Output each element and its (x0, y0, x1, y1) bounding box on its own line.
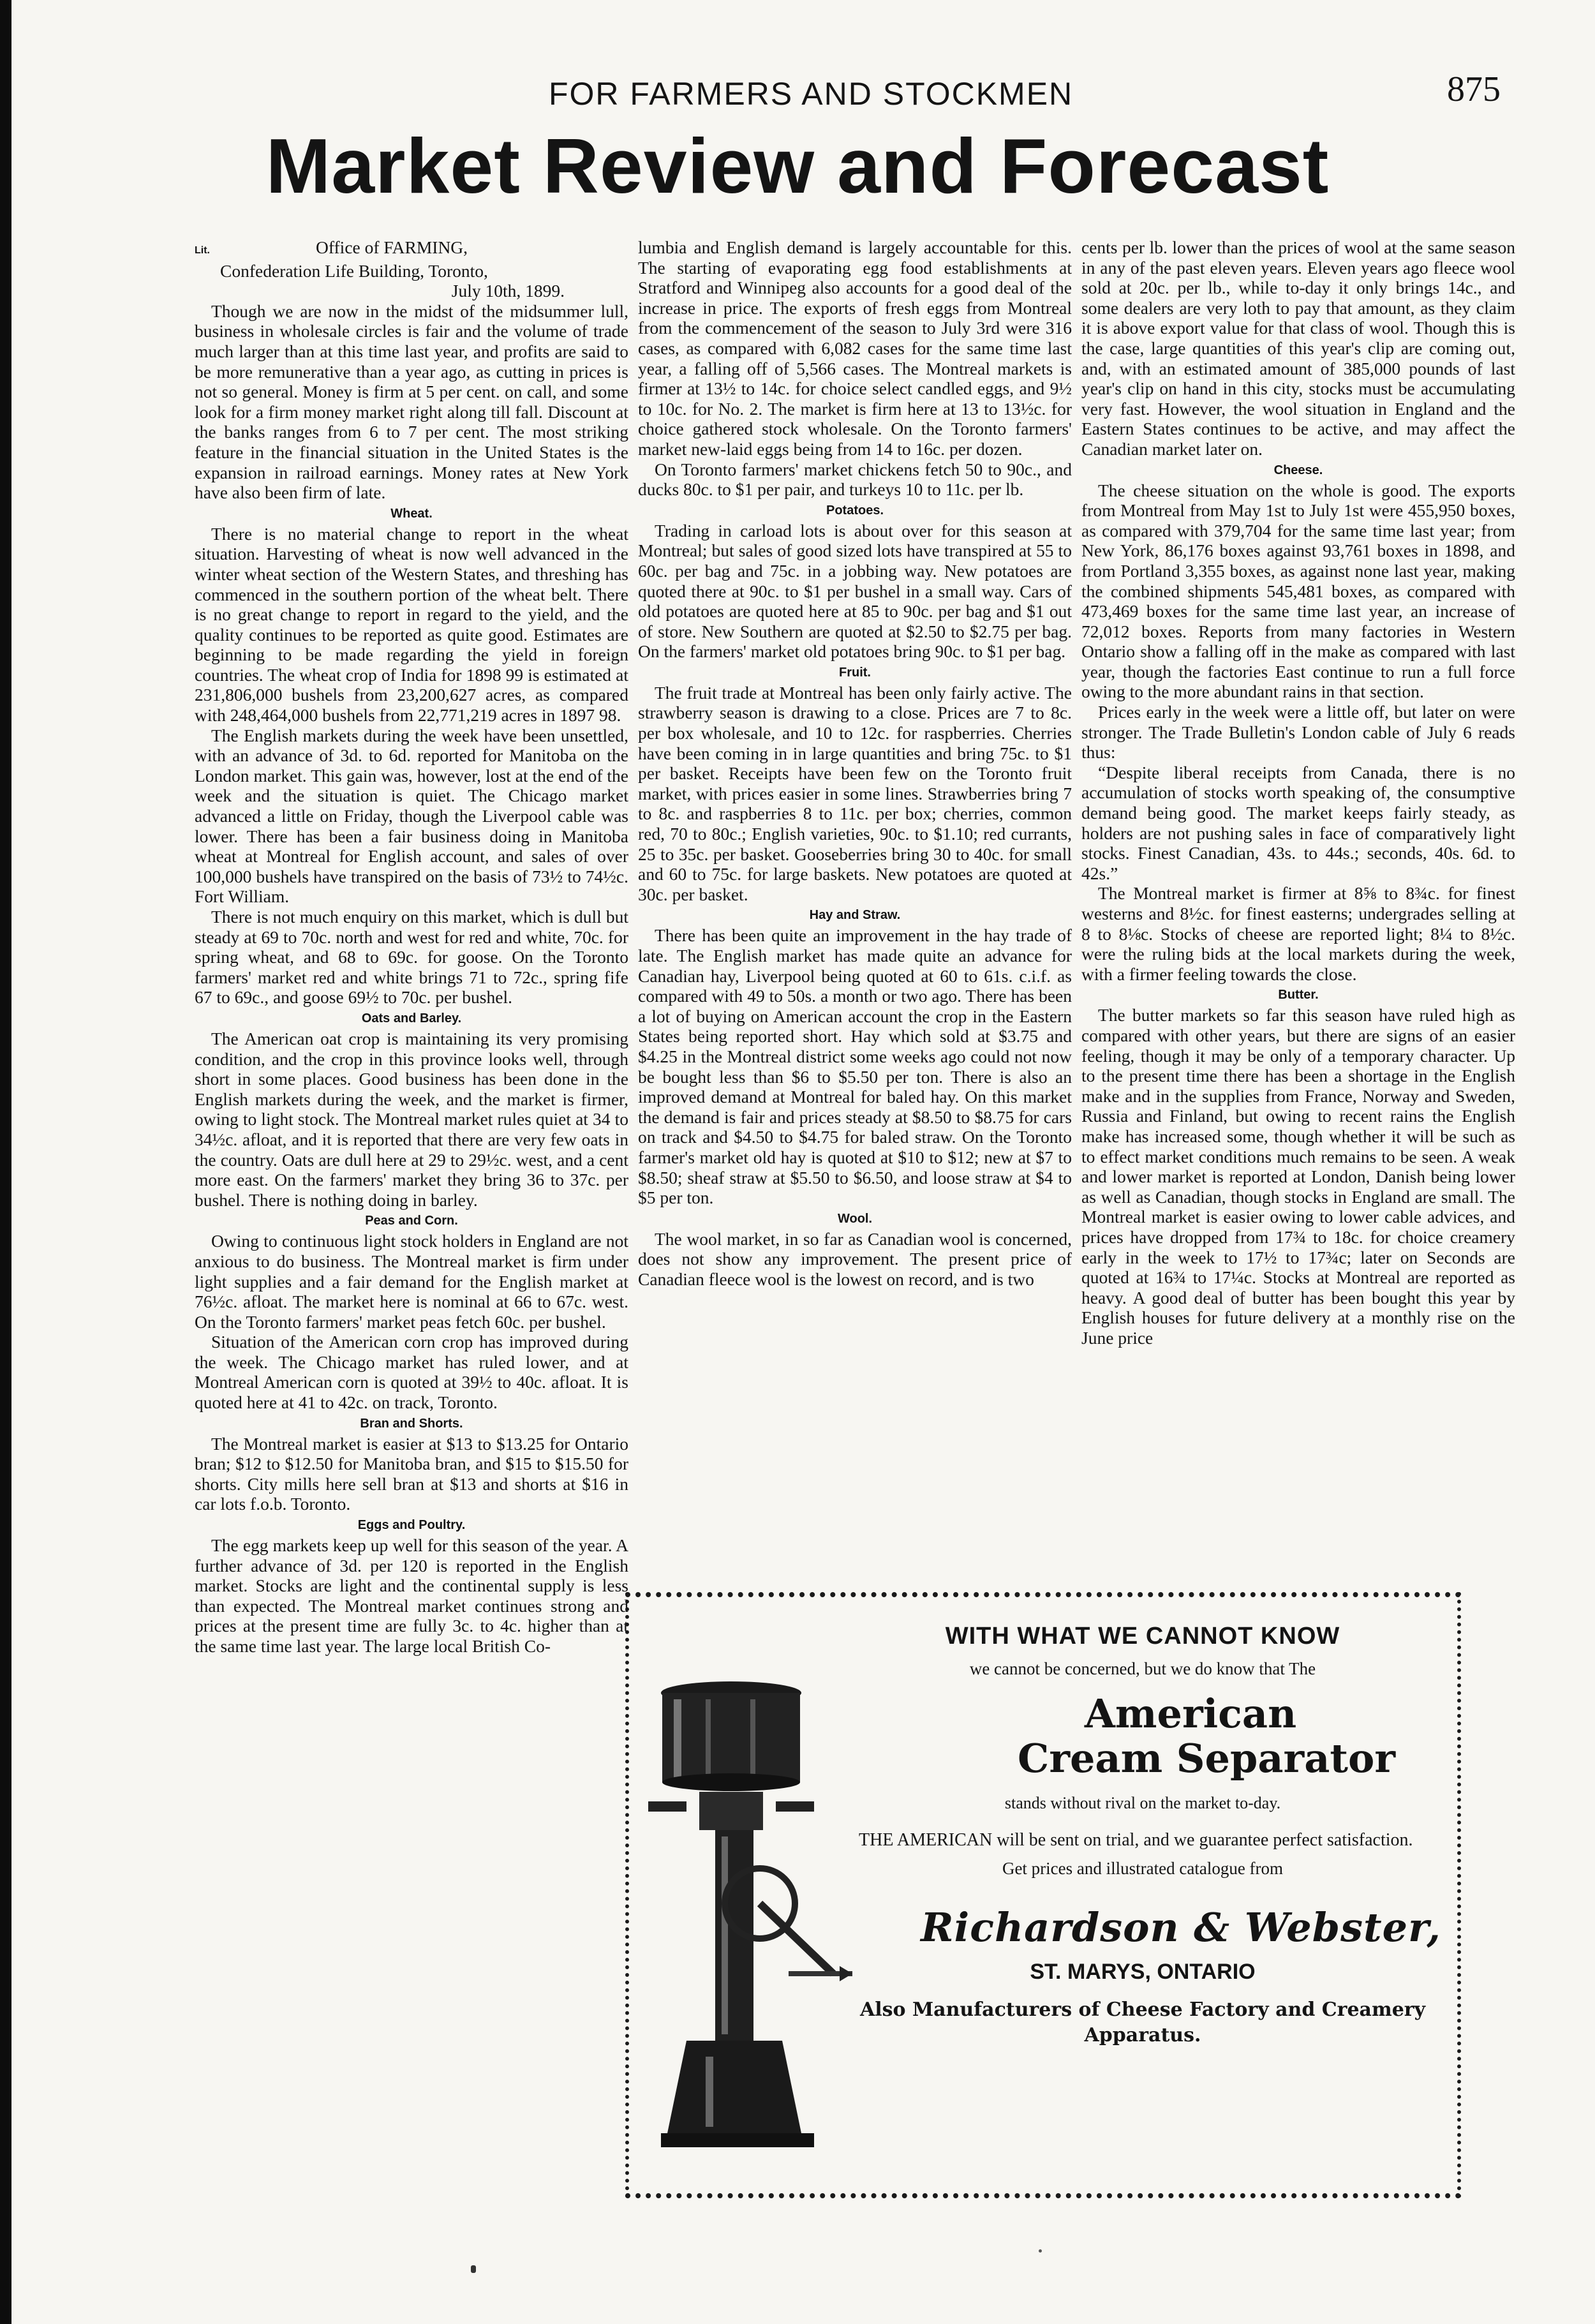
ad-firm-name: Richardson & Webster, (921, 1904, 1441, 1951)
paragraph: Though we are now in the midst of the midsummer lull, business in wholesale circles is fair and the volume of trade much larger than at this time last year, and profits are said to be more remunerative than a year ago, as cutting in prices is not so general. Money is firm at 5 per cent. on call, and some look for a firm money market right along till fall. Discount at the banks ranges from 6 to 7 per cent. The most striking feature in the financial situation in the United States is the expansion in railroad earnings. Money rates at New York have also been firm of late. (195, 301, 628, 503)
paragraph: The cheese situation on the whole is good. The exports from Montreal from May 1st to July 1st were 455,950 boxes, as compared with 379,704 for the same time last year; from New York, 86,176 boxes against 93,761 boxes in 1898, and from Portland 3,355 boxes, as against none last year, making the combined shipments 545,481 boxes, as compared with 473,469 boxes for the same time last year, an increase of 72,012 boxes. Reports from many factories in Western Ontario show a falling off in the make as compared with last year, though the factories East continue to run a full force owing to the more abundant rains in that section. (1081, 480, 1515, 702)
library-stamp: Lit. (195, 245, 210, 256)
section-heading-hay: Hay and Straw. (809, 908, 901, 923)
ad-also-line: Also Manufacturers of Cheese Factory and Creamery Apparatus. (859, 1999, 1426, 2046)
advertisement-box (625, 1592, 1461, 2198)
paragraph: The fruit trade at Montreal has been only fairly active. The strawberry season is drawing to a close. Prices are 7 to 8c. per box wholesale, and 10 to 12c. for raspberries. Cherries have been coming in in large quantities and bring 75c. to $1 per basket. Receipts have been few on the Toronto fruit market, with prices easier in some lines. Strawberries bring 7 to 8c. and raspberries 8 to 11c. per box; cherries, common red, 70 to 80c.; English varieties, 90c. to $1.10; red currants, 25 to 35c. per basket. Gooseberries bring 30 to 40c. for small and 60 to 75c. for large baskets. New potatoes are quoted at 30c. per basket. (638, 682, 1072, 904)
section-heading-butter: Butter. (1278, 988, 1319, 1002)
paragraph: The egg markets keep up well for this season of the year. A further advance of 3d. per 120 is reported in the English market. Stocks are light and the continental supply is less than expected. The Montreal market continues strong and prices at the present time are fully 3c. to 4c. higher than at the same time last year. The large local British Co- (195, 1535, 628, 1656)
ad-claim: stands without rival on the market to-day. (1004, 1794, 1281, 1812)
column-3 (1081, 237, 1515, 1348)
advertisement-text (820, 1597, 1465, 2048)
paragraph: The butter markets so far this season have ruled high as compared with other years, but there are signs of an easier feeling, though it may be only of a temporary character. Up to the present time there has been a shortage in the English make and in the supplies from France, Norway and Sweden, Russia and Finland, but owing to recent rains the English make has increased some, though whether it will be such as to effect market conditions much remains to be seen. A weak and lower market is reported at London, Danish being lower as well as Canadian, though stocks in England are small. The Montreal market is easier owing to lower cable advices, and prices have dropped from 17¾ to 18c. for choice creamery early in the week to 17½ to 17¾c; later on Seconds are quoted at 16¾ to 17¼c. Stocks at Montreal are reported as heavy. A good deal of butter has been bought this year by English houses for future delivery at a monthly rise on the June price (1081, 1005, 1515, 1348)
ad-headline: WITH WHAT WE CANNOT KNOW (945, 1623, 1340, 1650)
section-heading-fruit: Fruit. (839, 665, 871, 680)
section-heading-wool: Wool. (837, 1211, 873, 1226)
column-1 (195, 237, 628, 1657)
paragraph: Trading in carload lots is about over for this season at Montreal; but sales of good sized lots have transpired at 55 to 60c. per bag and 75c. in a jobbing way. New potatoes are quoted there at 90c. to $1 per bushel in a small way. Cars of old potatoes are quoted here at 85 to 90c. per bag and $1 out of store. New Southern are quoted at $2.50 to $2.75 per bag. On the farmers' market old potatoes bring 90c. to $1 per bag. (638, 520, 1072, 662)
print-speck (471, 2265, 476, 2273)
paragraph: Situation of the American corn crop has improved during the week. The Chicago market has ruled lower, and at Montreal American corn is quoted at 39½ to 40c. afloat. It is quoted here at 41 to 42c. on track, Toronto. (195, 1332, 628, 1413)
ad-trial-offer: THE AMERICAN will be sent on trial, and we guarantee perfect satisfaction. (859, 1830, 1413, 1850)
section-heading-potatoes: Potatoes. (826, 503, 884, 518)
section-heading-bran: Bran and Shorts. (360, 1416, 463, 1431)
quotation: “Despite liberal receipts from Canada, there is no accumulation of stocks worth speaking of, the consumptive demand being good. The market keeps fairly steady, as holders are not pushing sales in face of comparatively light stocks. Finest Canadian, 43s. to 44s.; seconds, 40s. 6d. to 42s.” (1081, 762, 1515, 883)
ad-brand-line-2: Cream Separator (1017, 1735, 1396, 1782)
column-2 (638, 237, 1072, 1290)
section-heading-wheat: Wheat. (390, 506, 433, 521)
paragraph: There is not much enquiry on this market, which is dull but steady at 69 to 70c. north and west for red and white, 70c. for spring wheat, and 68 to 69c. for goose. On the Toronto farmers' market red and white brings 71 to 72c., spring fife 67 to 69c., and goose 69½ to 70c. per bushel. (195, 907, 628, 1008)
paragraph: The wool market, in so far as Canadian wool is concerned, does not show any improvement. The present price of Canadian fleece wool is the lowest on record, and is two (638, 1228, 1072, 1289)
ad-catalogue-line: Get prices and illustrated catalogue from (1002, 1859, 1284, 1878)
paragraph: There is no material change to report in the wheat situation. Harvesting of wheat is now well advanced in the winter wheat section of the Western States, and threshing has commenced in the southern portion of the wheat belt. There is no great change to report in regard to the yield, and the quality continues to be reported as quite good. Estimates are beginning to be made regarding the yield in foreign countries. The wheat crop of India for 1898 99 is estimated at 231,806,000 bushels from 23,200,627 acres, as compared with 248,464,000 bushels from 22,771,219 acres in 1897 98. (195, 523, 628, 726)
section-heading-eggs: Eggs and Poultry. (357, 1518, 466, 1533)
ad-location: ST. MARYS, ONTARIO (1030, 1960, 1256, 1984)
section-heading-oats: Oats and Barley. (361, 1011, 462, 1025)
section-heading-cheese: Cheese. (1273, 463, 1323, 477)
office-date: July 10th, 1899. (451, 281, 565, 301)
paragraph: The American oat crop is maintaining its very promising condition, and the crop in this province looks well, through short in some places. Good business has been done in the English markets during the week, and the market is firmer, owing to light stock. The Montreal market rules quiet at 34 to 34½c. afloat, and it is reported that there are very few oats in the country. Oats are dull here at 29 to 29½c. west, and a cent more east. On the farmers' market they bring 36 to 37c. per bushel. There is nothing doing in barley. (195, 1028, 628, 1210)
paragraph: The Montreal market is easier at $13 to $13.25 for Ontario bran; $12 to $12.50 for Manitoba bran, and $15 to $15.50 for shorts. City mills here sell bran at $13 and shorts at $16 in car lots f.o.b. Toronto. (195, 1433, 628, 1514)
print-speck (1039, 2249, 1042, 2253)
ad-brand-line-1: American (1084, 1690, 1297, 1737)
paragraph: The English markets during the week have been unsettled, with an advance of 3d. to 6d. reported for Manitoba on the London market. This gain was, however, lost at the end of the week and the situation is quiet. The Chicago market advanced a little on Friday, though the Liverpool cable was lower. There has been a fair business doing in Manitoba wheat at Montreal for English account, and sales of over 100,000 bushels have transpired on the basis of 73½ to 74½c. Fort William. (195, 725, 628, 907)
paragraph: cents per lb. lower than the prices of wool at the same season in any of the past eleven years. Eleven years ago fleece wool sold at 20c. per lb., while to-day it only brings 14c., and some dealers are very loth to pay that amount, as they claim it is above export value for that class of wool. Though this is the case, large quantities of this year's clip are coming out, and, with an estimated amount of 385,000 pounds of last year's clip on hand in this city, stocks must be accumulating very fast. However, the wool situation in England and the Eastern States continues to be active, and may affect the Canadian market later on. (1081, 237, 1515, 459)
paragraph: There has been quite an improvement in the hay trade of late. The English market has made quite an advance for Canadian hay, Liverpool being quoted at 60 to 61s. c.i.f. as compared with 49 to 50s. a month or two ago. There has been a lot of buying on American account the crop in the Eastern States being reported short. Hay which sold at $3.75 and $4.25 in the Montreal district some weeks ago could not now be bought less than $6 to $5.50 per ton. There is also an improved demand at Montreal for baled hay. On this market the demand is fair and prices steady at $8.50 to $8.75 for cars on track and $4.50 to $4.75 for baled straw. On the Toronto farmer's market old hay is quoted at $10 to $12; new at $7 to $8.50; sheaf straw at $5.50 to $6.50, and loose straw at $4 to $5 per ton. (638, 925, 1072, 1208)
paragraph: lumbia and English demand is largely accountable for this. The starting of evaporating egg food establishments at Stratford and Winnipeg also accounts for a good deal of the increase in price. The exports of fresh eggs from Montreal from the commencement of the season to July 3rd were 316 cases, as compared with 6,082 cases for the same time last year, a falling off of 5,566 cases. The Montreal markets is firmer at 13½ to 14c. for choice select candled eggs, and 9½ to 10c. for No. 2. The market is firm here at 13 to 13½c. for choice gathered stock wholesale. On the Toronto farmers' market new-laid eggs being from 14 to 16c. per dozen. (638, 237, 1072, 459)
page-title: Market Review and Forecast (265, 123, 1330, 209)
ad-subline: we cannot be concerned, but we do know that The (969, 1659, 1316, 1678)
paragraph: On Toronto farmers' market chickens fetch 50 to 90c., and ducks 80c. to $1 per pair, and turkeys 10 to 11c. per lb. (638, 459, 1072, 500)
paragraph: Owing to continuous light stock holders in England are not anxious to do business. The Montreal market is firm under light supplies and a fair demand for the English market at 76½c. afloat. The market here is nominal at 66 to 67c. west. On the Toronto farmers' market peas fetch 60c. per bushel. (195, 1231, 628, 1332)
office-address: Confederation Life Building, Toronto, (220, 260, 488, 281)
running-head: FOR FARMERS AND STOCKMEN (549, 76, 1074, 112)
paragraph: The Montreal market is firmer at 8⅝ to 8¾c. for finest westerns and 8½c. for finest easterns; undergrades selling at 8 to 8⅛c. Stocks of cheese are reported light; 8¼ to 8½c. were the ruling bids at the local markets during the week, with a firmer feeling towards the close. (1081, 883, 1515, 984)
page-number: 875 (1447, 70, 1501, 109)
office-line: Lit. Office of FARMING, (195, 237, 628, 261)
section-heading-peas: Peas and Corn. (365, 1214, 458, 1228)
paragraph: Prices early in the week were a little off, but later on were stronger. The Trade Bulletin's London cable of July 6 reads thus: (1081, 702, 1515, 763)
page-edge-bar (0, 0, 11, 2324)
